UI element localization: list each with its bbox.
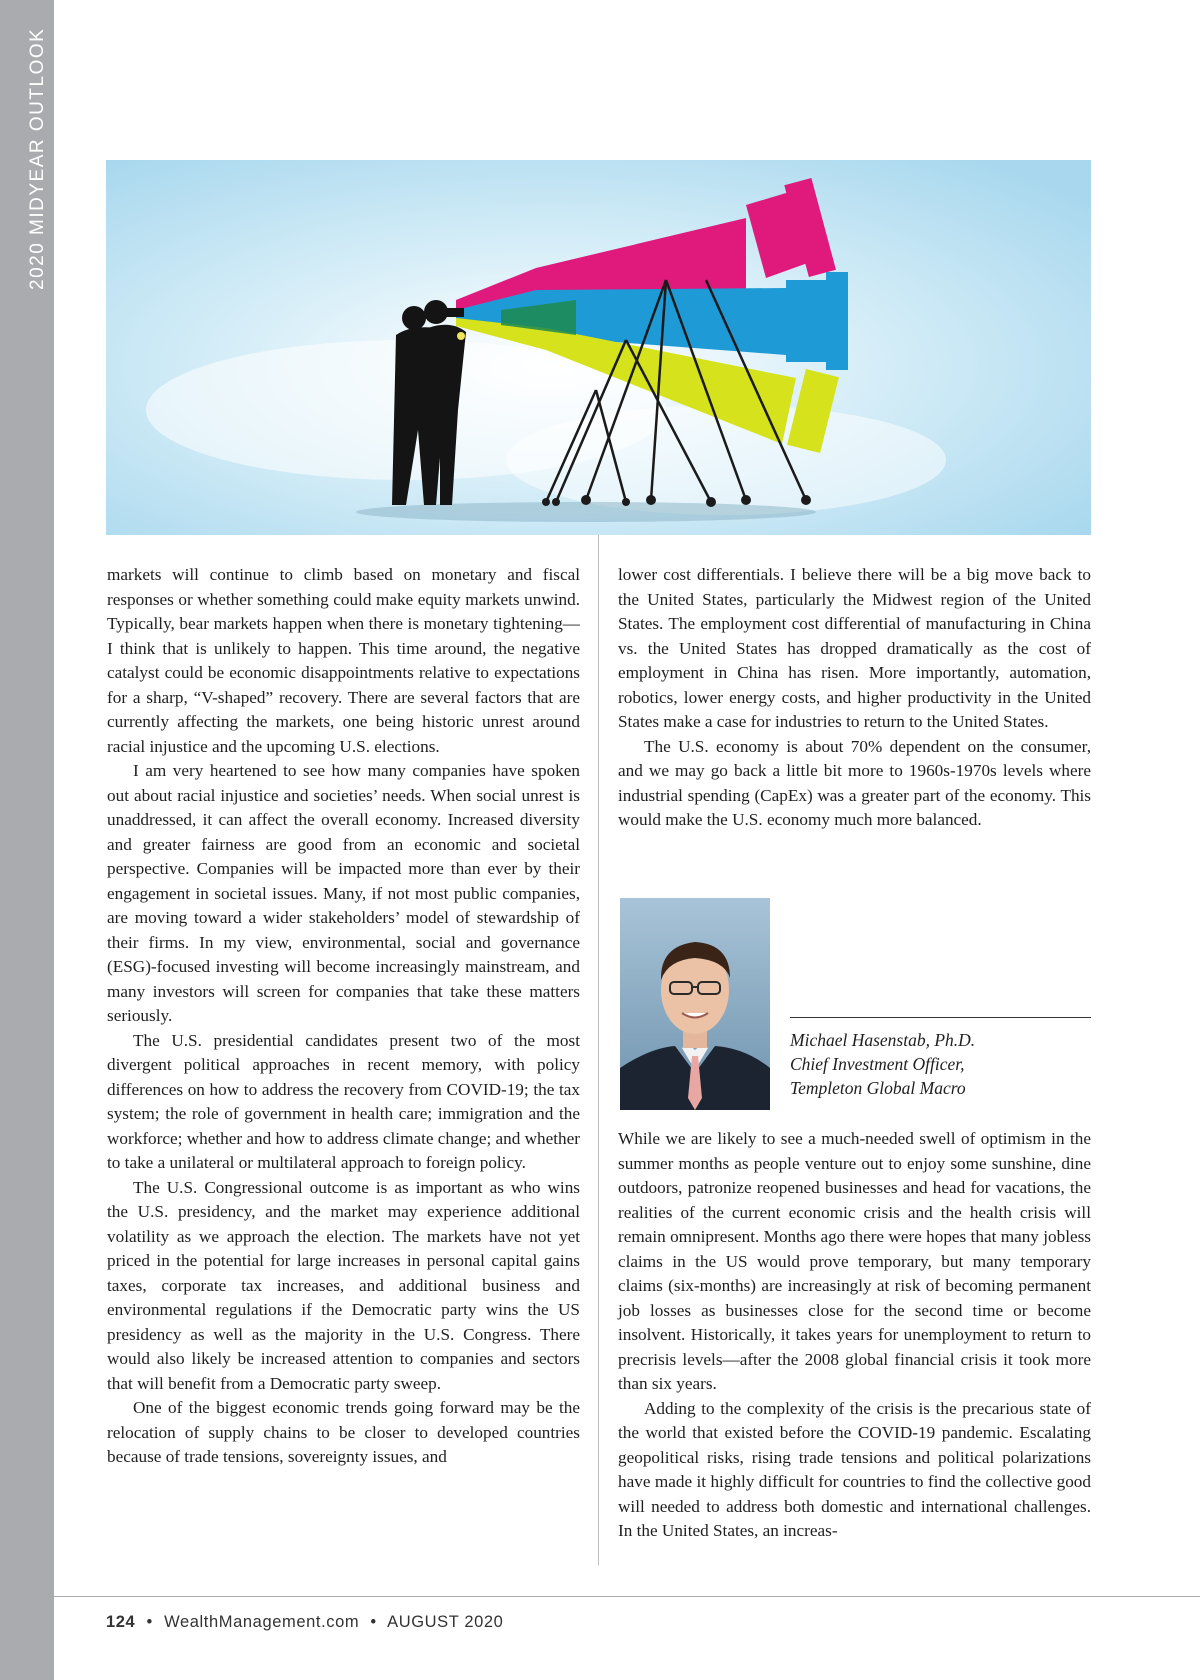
footer-separator: • xyxy=(146,1613,153,1631)
paragraph: lower cost differentials. I believe there will be a big move back to the United States, particularly the Midwest region of the United States. The employment cost differential of manufacturing in China vs. the United States has dropped dramatically as the cost of employment in China has risen. More importantly, automation, robotics, lower energy costs, and higher productivity in the United States make a case for industries to return to the United States. xyxy=(618,565,1091,731)
footer-issue: AUGUST 2020 xyxy=(387,1613,504,1631)
sidebar xyxy=(0,0,54,1680)
paragraph: Adding to the complexity of the crisis is the precarious state of the world that existed before the COVID-19 pandemic. Escalating geopolitical risks, rising trade tensions and political polarizations have made it highly difficult for countries to find the collective good will needed to address both domestic and international challenges. In the United States, an increas- xyxy=(618,1398,1091,1540)
author-title: Chief Investment Officer, xyxy=(790,1054,965,1074)
hero-illustration xyxy=(106,160,1091,535)
author-photo xyxy=(620,898,770,1110)
author-caption xyxy=(790,1028,1091,1100)
author-org: Templeton Global Macro xyxy=(790,1078,966,1098)
paragraph: The U.S. Congressional outcome is as important as who wins the U.S. presidency, and the market may experience additional volatility as we approach the election. The markets have not yet priced in the potential for large increases in personal capital gains taxes, corporate tax increases, and additional business and environmental regulations if the Democratic party wins the US presidency as well as the majority in the U.S. Congress. There would also likely be increased attention to companies and sectors that will benefit from a Democratic party sweep. xyxy=(107,1177,580,1393)
paragraph: markets will continue to climb based on monetary and fiscal responses or whether something could make equity markets unwind. Typically, bear markets happen when there is monetary tightening—I think that is unlikely to happen. This time around, the negative catalyst could be economic disappointments relative to expectations for a sharp, “V-shaped” recovery. There are several factors that are currently affecting the markets, one being historic unrest around racial injustice and the upcoming U.S. elections. xyxy=(107,565,580,756)
paragraph: One of the biggest economic trends going forward may be the relocation of supply chains to be closer to developed countries because of trade tensions, sovereignty issues, and xyxy=(107,1398,580,1466)
paragraph: The U.S. economy is about 70% dependent on the consumer, and we may go back a little bit more to 1960s-1970s levels where industrial spending (CapEx) was a greater part of the economy. This would make the U.S. economy much more balanced. xyxy=(618,736,1091,829)
right-column-top xyxy=(618,563,1091,833)
footer-separator: • xyxy=(370,1613,377,1631)
section-label: 2020 MIDYEAR OUTLOOK xyxy=(27,27,48,290)
paragraph: I am very heartened to see how many companies have spoken out about racial injustice and societies’ needs. When social unrest is unaddressed, it can affect the overall economy. Increased diversity and greater fairness are good from an economic and societal perspective. Companies will be impacted more than ever by their engagement in societal issues. Many, if not most public companies, are moving toward a wider stakeholders’ model of stewardship of their firms. In my view, environmental, social and governance (ESG)-focused investing will become increasingly mainstream, and many investors will screen for companies that take these matters seriously. xyxy=(107,761,580,1025)
footer-site: WealthManagement.com xyxy=(164,1613,360,1631)
right-column-bottom xyxy=(618,1127,1091,1544)
caption-rule xyxy=(790,1017,1091,1018)
footer-rule xyxy=(54,1596,1200,1597)
author-name: Michael Hasenstab, Ph.D. xyxy=(790,1030,976,1050)
paragraph: The U.S. presidential candidates present two of the most divergent political approaches in recent memory, with policy differences on how to address the recovery from COVID-19; the tax system; the role of government in health care; immigration and the workforce; whether and how to address climate change; and whether to take a unilateral or multilateral approach to foreign policy. xyxy=(107,1030,580,1172)
left-column xyxy=(107,563,580,1470)
page-number: 124 xyxy=(106,1613,136,1631)
paragraph: While we are likely to see a much-needed swell of optimism in the summer months as people venture out to enjoy some sunshine, dine outdoors, patronize reopened businesses and head for vacations, the realities of the current economic crisis and the health crisis will remain omnipresent. Months ago there were hopes that many jobless claims in the US would prove temporary, but many temporary claims (six-months) are increasingly at risk of becoming permanent job losses as businesses close for the second time or become insolvent. Historically, it takes years for unemployment to return to precrisis levels—after the 2008 global financial crisis it took more than six years. xyxy=(618,1129,1091,1393)
column-divider xyxy=(598,535,599,1565)
page-footer xyxy=(106,1613,503,1632)
